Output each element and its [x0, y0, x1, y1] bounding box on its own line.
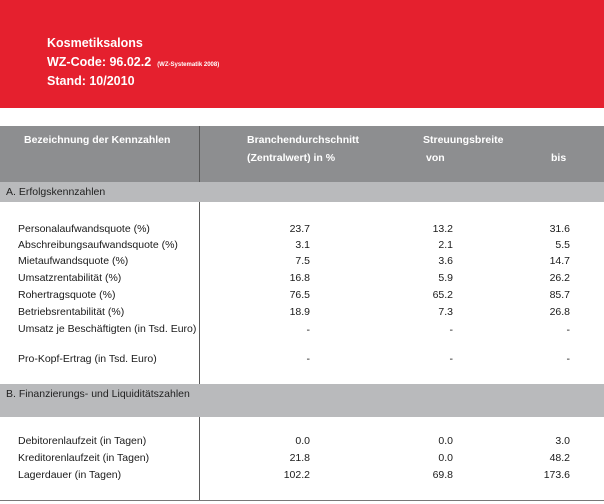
table-row: [0, 467, 604, 483]
row-median: 76.5: [289, 289, 310, 301]
row-median: 102.2: [283, 469, 310, 481]
row-median: 3.1: [295, 239, 310, 251]
row-to: 26.8: [549, 306, 570, 318]
row-from: 5.9: [438, 272, 453, 284]
row-from: 7.3: [438, 306, 453, 318]
row-label: Kreditorenlaufzeit (in Tagen): [18, 452, 150, 464]
table-row: [0, 322, 604, 350]
row-from: 0.0: [438, 452, 453, 464]
table-row: [0, 433, 604, 449]
row-to: 173.6: [543, 469, 570, 481]
row-median: -: [306, 353, 310, 365]
row-to: 31.6: [549, 223, 570, 235]
row-from: 3.6: [438, 255, 453, 267]
row-to: 5.5: [555, 239, 570, 251]
row-from: -: [449, 324, 453, 336]
row-label: Abschreibungsaufwandsquote (%): [18, 239, 178, 251]
row-to: -: [566, 353, 570, 365]
stand-date: Stand: 10/2010: [47, 74, 135, 88]
wz-code-line: [47, 55, 219, 69]
row-from: 0.0: [438, 435, 453, 447]
row-median: 18.9: [289, 306, 310, 318]
row-label: Umsatzrentabilität (%): [18, 272, 122, 284]
row-median: 7.5: [295, 255, 310, 267]
row-label: Rohertragsquote (%): [18, 289, 116, 301]
report-title: Kosmetiksalons: [47, 36, 143, 50]
table-row: [0, 304, 604, 320]
row-median: -: [306, 324, 310, 336]
table-row: [0, 221, 604, 237]
section-title-b: B. Finanzierungs- und Liquiditätszahlen: [6, 388, 190, 400]
table-row: [0, 450, 604, 466]
row-median: 16.8: [289, 272, 310, 284]
row-label: Betriebsrentabilität (%): [18, 306, 125, 318]
column-header: [0, 126, 604, 182]
row-to: 26.2: [549, 272, 570, 284]
column-median-header-1: Branchendurchschnitt: [247, 134, 360, 146]
row-label: Debitorenlaufzeit (in Tagen): [18, 435, 147, 447]
section-bar-a: [0, 182, 604, 202]
column-name-header: Bezeichnung der Kennzahlen: [24, 134, 171, 146]
column-median-header-2: (Zentralwert) in %: [247, 152, 336, 164]
table-row: [0, 270, 604, 286]
column-spread-header: Streuungsbreite: [423, 134, 504, 146]
row-to: 48.2: [549, 452, 570, 464]
row-to: 85.7: [549, 289, 570, 301]
column-to-header: bis: [551, 152, 567, 164]
row-label: Lagerdauer (in Tagen): [18, 469, 122, 481]
table-row: [0, 237, 604, 253]
row-from: 65.2: [432, 289, 453, 301]
row-from: 2.1: [438, 239, 453, 251]
column-from-header: von: [426, 152, 445, 164]
row-to: 14.7: [549, 255, 570, 267]
row-from: -: [449, 353, 453, 365]
table-row: [0, 253, 604, 269]
wz-code: WZ-Code: 96.02.2: [47, 55, 152, 69]
row-label: Umsatz je Beschäftigten (in Tsd. Euro): [18, 323, 197, 335]
section-bar-b: [0, 384, 604, 417]
row-median: 21.8: [289, 452, 310, 464]
row-median: 23.7: [289, 223, 310, 235]
row-label: Pro-Kopf-Ertrag (in Tsd. Euro): [18, 353, 157, 365]
report-header: [0, 0, 604, 108]
wz-note: (WZ-Systematik 2008): [157, 62, 220, 68]
row-to: -: [566, 324, 570, 336]
row-label: Personalaufwandsquote (%): [18, 223, 150, 235]
row-from: 69.8: [432, 469, 453, 481]
table-bottom-border: [0, 500, 604, 501]
row-to: 3.0: [555, 435, 570, 447]
row-label: Mietaufwandsquote (%): [18, 255, 129, 267]
table-row: [0, 351, 604, 367]
row-from: 13.2: [432, 223, 453, 235]
row-median: 0.0: [295, 435, 310, 447]
table-row: [0, 287, 604, 303]
section-title-a: A. Erfolgskennzahlen: [6, 186, 106, 198]
